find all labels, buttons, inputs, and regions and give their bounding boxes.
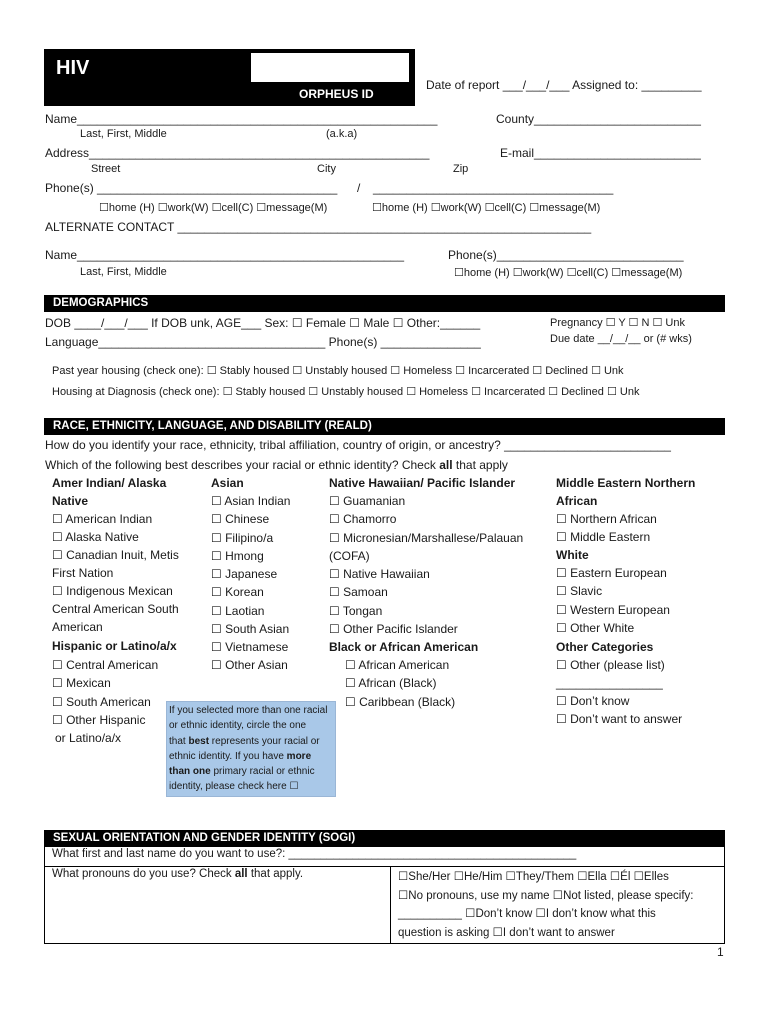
address-field[interactable]: Address___________________________________________________: [45, 146, 430, 160]
pronoun-options-line-1[interactable]: ☐She/Her ☐He/Him ☐They/Them ☐Ella ☐Él ☐Elles: [398, 871, 669, 883]
email-field[interactable]: E-mail_________________________: [500, 146, 701, 160]
zip-sublabel: Zip: [453, 163, 469, 175]
county-field[interactable]: County_________________________: [496, 112, 701, 126]
language-field[interactable]: Language__________________________________ Phone(s) _______________: [45, 335, 481, 349]
checkbox-asian-indian[interactable]: ☐ Asian Indian: [211, 494, 291, 508]
phone2-type-checkboxes[interactable]: ☐home (H) ☐work(W) ☐cell(C) ☐message(M): [372, 202, 601, 214]
pronoun-question-text-2: that apply.: [247, 868, 304, 880]
pronoun-question-emphasis: all: [234, 868, 248, 880]
pronoun-options-line-3[interactable]: __________ ☐Don’t know ☐I don’t know what this: [398, 908, 656, 920]
phone-field[interactable]: Phone(s) ____________________________________: [45, 181, 338, 195]
checkbox-alaska-native[interactable]: ☐ Alaska Native: [52, 530, 139, 544]
name-field[interactable]: Name______________________________________________________: [45, 112, 438, 126]
name-sublabel: Last, First, Middle: [80, 128, 167, 140]
pronouns-question: [45, 867, 391, 944]
checkbox-caribbean-black[interactable]: ☐ Caribbean (Black): [345, 695, 456, 709]
phone2-field[interactable]: ____________________________________: [373, 181, 614, 195]
phone-type-checkboxes[interactable]: ☐home (H) ☐work(W) ☐cell(C) ☐message(M): [99, 202, 328, 214]
checkbox-micronesian[interactable]: ☐ Micronesian/Marshallese/Palauan: [329, 531, 524, 545]
note-text-4a: ethnic identity. If you have: [169, 751, 287, 762]
pronoun-question-text-1: What pronouns do you use? Check: [52, 868, 235, 880]
orpheus-id-label: ORPHEUS ID: [299, 87, 374, 101]
category-mena-line1: Middle Eastern Northern: [556, 476, 696, 490]
category-pacific-islander: Native Hawaiian/ Pacific Islander: [329, 476, 516, 490]
category-other: Other Categories: [556, 640, 654, 654]
pronoun-options-line-2[interactable]: ☐No pronouns, use my name ☐Not listed, please specify:: [398, 889, 694, 902]
category-asian: Asian: [211, 476, 244, 490]
note-line-5: [169, 766, 315, 777]
sogi-title: SEXUAL ORIENTATION AND GENDER IDENTITY (SOGI): [53, 832, 356, 844]
checkbox-american-indian[interactable]: ☐ American Indian: [52, 512, 153, 526]
checkbox-hmong[interactable]: ☐ Hmong: [211, 549, 264, 563]
alt-phone-field[interactable]: Phone(s)____________________________: [448, 248, 684, 262]
alt-phone-type-checkboxes[interactable]: ☐home (H) ☐work(W) ☐cell(C) ☐message(M): [454, 267, 683, 279]
indigenous-mexican-line3: American: [52, 620, 103, 634]
checkbox-other-white[interactable]: ☐ Other White: [556, 621, 635, 635]
category-amer-indian-line1: Amer Indian/ Alaska: [52, 476, 167, 490]
question-emphasis: all: [439, 458, 453, 472]
aka-sublabel: (a.k.a): [326, 128, 358, 140]
micronesian-line2: (COFA): [329, 549, 370, 563]
checkbox-mexican[interactable]: ☐ Mexican: [52, 676, 111, 690]
due-date-field[interactable]: Due date __/__/__ or (# wks): [550, 333, 692, 345]
other-hispanic-line2: or Latino/a/x: [55, 731, 122, 745]
canadian-inuit-line2: First Nation: [52, 566, 114, 580]
past-year-housing-row[interactable]: Past year housing (check one): ☐ Stably housed ☐ Unstably housed ☐ Homeless ☐ Incarcerated ☐ Declined ☐ Unk: [52, 365, 624, 377]
checkbox-other-please-list[interactable]: ☐ Other (please list): [556, 658, 665, 672]
category-mena-line2: African: [556, 494, 598, 508]
checkbox-eastern-european[interactable]: ☐ Eastern European: [556, 566, 667, 580]
checkbox-dont-know[interactable]: ☐ Don’t know: [556, 694, 630, 708]
checkbox-vietnamese[interactable]: ☐ Vietnamese: [211, 640, 289, 654]
reald-title: RACE, ETHNICITY, LANGUAGE, AND DISABILITY (REALD): [53, 420, 372, 432]
note-text-5: primary racial or ethnic: [210, 766, 315, 777]
racial-identity-question: [45, 458, 508, 472]
page-number: 1: [717, 945, 724, 959]
checkbox-native-hawaiian[interactable]: ☐ Native Hawaiian: [329, 567, 430, 581]
orpheus-id-field[interactable]: [251, 53, 409, 82]
note-emphasis-than-one: than one: [169, 766, 211, 777]
checkbox-chinese[interactable]: ☐ Chinese: [211, 512, 270, 526]
street-sublabel: Street: [91, 163, 121, 175]
note-line-6-checkbox[interactable]: identity, please check here ☐: [169, 781, 299, 792]
checkbox-filipino[interactable]: ☐ Filipino/a: [211, 531, 274, 545]
note-line-3: [169, 736, 320, 747]
alt-name-field[interactable]: Name_________________________________________________: [45, 248, 405, 262]
note-emphasis-best: best: [188, 736, 210, 747]
checkbox-slavic[interactable]: ☐ Slavic: [556, 584, 603, 598]
checkbox-african-black[interactable]: ☐ African (Black): [345, 676, 437, 690]
checkbox-south-american[interactable]: ☐ South American: [52, 695, 151, 709]
note-text-3a: that: [169, 736, 189, 747]
checkbox-japanese[interactable]: ☐ Japanese: [211, 567, 278, 581]
checkbox-laotian[interactable]: ☐ Laotian: [211, 604, 265, 618]
sogi-table: [44, 846, 725, 944]
indigenous-mexican-line2: Central American South: [52, 602, 179, 616]
checkbox-dont-want-to-answer[interactable]: ☐ Don’t want to answer: [556, 712, 683, 726]
checkbox-western-european[interactable]: ☐ Western European: [556, 603, 670, 617]
note-emphasis-more: more: [286, 751, 312, 762]
form-title: HIV: [56, 57, 90, 79]
checkbox-samoan[interactable]: ☐ Samoan: [329, 585, 388, 599]
checkbox-chamorro[interactable]: ☐ Chamorro: [329, 512, 397, 526]
checkbox-middle-eastern[interactable]: ☐ Middle Eastern: [556, 530, 651, 544]
ancestry-question[interactable]: How do you identify your race, ethnicity, tribal affiliation, country of origin, or ancestry? _________________________: [45, 438, 671, 452]
preferred-name-field[interactable]: What first and last name do you want to use?: _____________________________________________: [45, 847, 725, 867]
date-of-report-field[interactable]: Date of report ___/___/___ Assigned to: _________: [426, 78, 702, 92]
checkbox-other-pacific-islander[interactable]: ☐ Other Pacific Islander: [329, 622, 458, 636]
housing-at-diagnosis-row[interactable]: Housing at Diagnosis (check one): ☐ Stably housed ☐ Unstably housed ☐ Homeless ☐ Incarcerated ☐ Declined ☐ Unk: [52, 386, 640, 398]
alt-name-sublabel: Last, First, Middle: [80, 266, 167, 278]
checkbox-african-american[interactable]: ☐ African American: [345, 658, 450, 672]
note-line-2: or ethnic identity, circle the one: [169, 720, 307, 731]
checkbox-central-american[interactable]: ☐ Central American: [52, 658, 159, 672]
category-white: White: [556, 548, 589, 562]
checkbox-guamanian[interactable]: ☐ Guamanian: [329, 494, 406, 508]
pronoun-options-line-4[interactable]: question is asking ☐I don’t want to answer: [398, 926, 615, 939]
category-amer-indian-line2: Native: [52, 494, 89, 508]
checkbox-canadian-inuit[interactable]: ☐ Canadian Inuit, Metis: [52, 548, 179, 562]
checkbox-northern-african[interactable]: ☐ Northern African: [556, 512, 657, 526]
checkbox-other-asian[interactable]: ☐ Other Asian: [211, 658, 288, 672]
checkbox-korean[interactable]: ☐ Korean: [211, 585, 264, 599]
question-text-2: that apply: [452, 458, 508, 472]
checkbox-indigenous-mexican[interactable]: ☐ Indigenous Mexican: [52, 584, 173, 598]
dob-sex-row[interactable]: DOB ____/___/___ If DOB unk, AGE___ Sex: ☐ Female ☐ Male ☐ Other:______: [45, 316, 481, 330]
demographics-title: DEMOGRAPHICS: [53, 297, 149, 309]
alternate-contact-field[interactable]: ALTERNATE CONTACT ______________________________________________________________: [45, 220, 592, 234]
note-line-4: [169, 751, 311, 762]
other-list-field[interactable]: ________________: [556, 676, 663, 690]
checkbox-south-asian[interactable]: ☐ South Asian: [211, 622, 290, 636]
phone-separator: /: [357, 181, 361, 195]
note-text-3b: represents your racial or: [209, 736, 320, 747]
category-hispanic: Hispanic or Latino/a/x: [52, 639, 177, 653]
checkbox-other-hispanic[interactable]: ☐ Other Hispanic: [52, 713, 146, 727]
pregnancy-checkboxes[interactable]: Pregnancy ☐ Y ☐ N ☐ Unk: [550, 317, 685, 329]
note-line-1: If you selected more than one racial: [169, 705, 328, 716]
category-black: Black or African American: [329, 640, 479, 654]
checkbox-tongan[interactable]: ☐ Tongan: [329, 604, 383, 618]
pronoun-options-cell: [391, 867, 725, 944]
city-sublabel: City: [317, 163, 336, 175]
question-text-1: Which of the following best describes your racial or ethnic identity? Check: [45, 458, 440, 472]
